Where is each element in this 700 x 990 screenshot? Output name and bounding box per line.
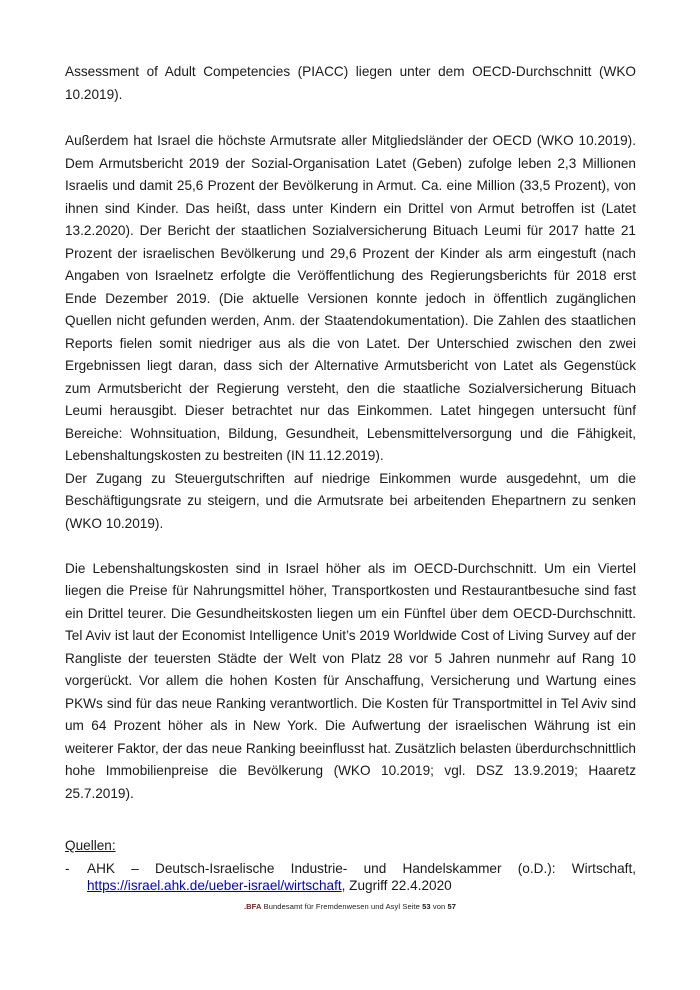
list-bullet-dash: - (65, 860, 70, 876)
paragraph-piacc: Assessment of Adult Competencies (PIACC) liegen unter dem OECD-Durchschnitt (WKO 10.2019). (65, 64, 636, 102)
footer-org-name: Bundesamt für Fremdenwesen und Asyl (263, 902, 401, 911)
document-body (65, 61, 636, 894)
footer-page-label: Seite (402, 902, 420, 911)
paragraph-poverty-report: Außerdem hat Israel die höchste Armutsrate aller Mitgliedsländer der OECD (WKO 10.2019). Dem Armutsbericht 2019 der Sozial-Organisation Latet (Geben) zufolge leben 2,3 Millionen Israelis und damit 25,6 Prozent der Bevölkerung in Armut. Ca. eine Million (33,5 Prozent), von ihnen sind Kinder. Das heißt, dass unter Kindern ein Drittel von Armut betroffen ist (Latet 13.2.2020). Der Bericht der staatlichen Sozialversicherung Bituach Leumi für 2017 hatte 21 Prozent der israelischen Bevölkerung und 29,6 Prozent der Kinder als arm eingestuft (nach Angaben von Israelnetz erfolgte die Veröffentlichung des Regierungsberichts für 2018 erst Ende Dezember 2019. (Die aktuelle Versionen konnte jedoch in öffentlich zugänglichen Quellen nicht gefunden werden, Anm. der Staatendokumentation). Die Zahlen des staatlichen Reports fielen somit niedriger aus als die von Latet. Der Unterschied zwischen den zwei Ergebnissen liegt daran, dass sich der Alternative Armutsbericht von Latet als Gegenstück zum Armutsbericht der Regierung versteht, den die staatliche Sozialversicherung Bituach Leumi herausgibt. Dieser betrachtet nur das Einkommen. Latet hingegen untersucht fünf Bereiche: Wohnsituation, Bildung, Gesundheit, Lebensmittelversorgung und die Fähigkeit, Lebenshaltungskosten zu bestreiten (IN 11.12.2019). (65, 133, 636, 463)
sources-heading: Quellen: (65, 838, 116, 853)
footer-page-total: 57 (447, 902, 457, 911)
source-citation-text: AHK – Deutsch-Israelische Industrie- und Handelskammer (o.D.): Wirtschaft, (87, 860, 636, 876)
page-footer (0, 902, 700, 911)
source-citation (87, 860, 636, 894)
paragraph-tax-credits: Der Zugang zu Steuergutschriften auf niedrige Einkommen wurde ausgedehnt, um die Beschäftigungsrate zu steigern, und die Armutsrate bei arbeitenden Ehepartnern zu senken (WKO 10.2019). (65, 470, 636, 531)
bfa-logo: .BFA (243, 902, 262, 911)
footer-page-current: 53 (422, 902, 431, 911)
source-list-item (65, 860, 636, 894)
source-link[interactable]: https://israel.ahk.de/ueber-israel/wirtschaft (87, 877, 342, 893)
footer-of-label: von (432, 902, 446, 911)
paragraph-cost-of-living: Die Lebenshaltungskosten sind in Israel höher als im OECD-Durchschnitt. Um ein Viertel liegen die Preise für Nahrungsmittel höher, Transportkosten und Restaurantbesuche sind fast ein Drittel teurer. Die Gesundheitskosten liegen um ein Fünftel über dem OECD-Durchschnitt. Tel Aviv ist laut der Economist Intelligence Unit’s 2019 Worldwide Cost of Living Survey auf der Rangliste der teuersten Städte der Welt von Platz 28 vor 5 Jahren nunmehr auf Rang 10 vorgerückt. Vor allem die hohen Kosten für Anschaffung, Versicherung und Wartung eines PKWs sind für das neue Ranking verantwortlich. Die Kosten für Transportmittel in Tel Aviv sind um 64 Prozent höher als in New York. Die Aufwertung der israelischen Währung ist ein weiterer Faktor, der das neue Ranking beeinflusst hat. Zusätzlich belasten überdurchschnittlich hohe Immobilienpreise die Bevölkerung (WKO 10.2019; vgl. DSZ 13.9.2019; Haaretz 25.7.2019). (65, 560, 636, 801)
source-access-date: , Zugriff 22.4.2020 (341, 877, 452, 893)
